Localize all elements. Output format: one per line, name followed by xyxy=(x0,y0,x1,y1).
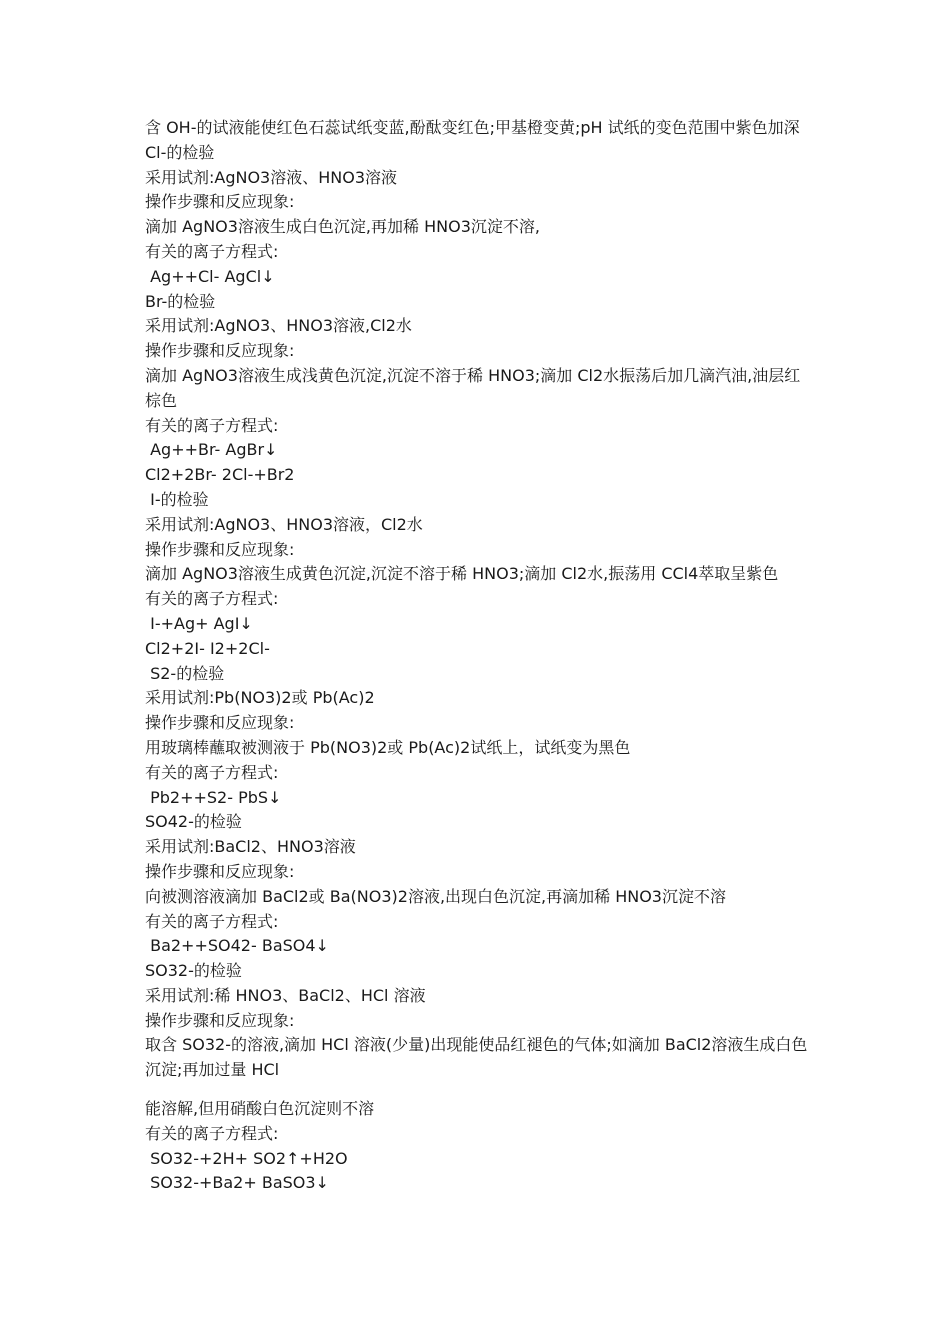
document-body xyxy=(145,116,810,1196)
text-line: 有关的离子方程式: xyxy=(145,241,279,261)
text-line: 采用试剂:Pb(NO3)2或 Pb(Ac)2 xyxy=(145,688,375,708)
text-line: 采用试剂:稀 HNO3、BaCl2、HCl 溶液 xyxy=(145,985,426,1005)
text-line: 有关的离子方程式: xyxy=(145,1123,279,1143)
text-line: Cl2+2Br- 2Cl-+Br2 xyxy=(145,465,295,485)
text-line: SO32-+Ba2+ BaSO3↓ xyxy=(145,1173,329,1193)
text-line: 操作步骤和反应现象: xyxy=(145,713,295,733)
text-line: 有关的离子方程式: xyxy=(145,415,279,435)
text-line: 滴加 AgNO3溶液生成浅黄色沉淀,沉淀不溶于稀 HNO3;滴加 Cl2水振荡后加几滴汽油,油层红棕色 xyxy=(145,365,801,410)
text-line: 有关的离子方程式: xyxy=(145,762,279,782)
paragraph-gap xyxy=(145,1083,810,1097)
text-line: 能溶解,但用硝酸白色沉淀则不溶 xyxy=(145,1099,375,1119)
text-line: S2-的检验 xyxy=(145,663,225,683)
text-line: 采用试剂:BaCl2、HNO3溶液 xyxy=(145,837,356,857)
text-line: Ag++Cl- AgCl↓ xyxy=(145,266,275,286)
text-line: SO32-+2H+ SO2↑+H2O xyxy=(145,1148,348,1168)
text-line: 含 OH-的试液能使红色石蕊试纸变蓝,酚酞变红色;甲基橙变黄;pH 试纸的变色范围中紫色加深 xyxy=(145,118,800,137)
text-line: I-+Ag+ AgI↓ xyxy=(145,613,253,633)
text-line: 操作步骤和反应现象: xyxy=(145,861,295,881)
text-line: Cl-的检验 xyxy=(145,142,215,162)
text-line: Pb2++S2- PbS↓ xyxy=(145,787,282,807)
text-line: 有关的离子方程式: xyxy=(145,589,279,609)
text-line: 取含 SO32-的溶液,滴加 HCl 溶液(少量)出现能使品红褪色的气体;如滴加 BaCl2溶液生成白色沉淀;再加过量 HCl xyxy=(145,1035,808,1080)
text-line: 操作步骤和反应现象: xyxy=(145,1010,295,1030)
text-line: 用玻璃棒蘸取被测液于 Pb(NO3)2或 Pb(Ac)2试纸上，试纸变为黑色 xyxy=(145,737,631,757)
text-line: Cl2+2I- I2+2Cl- xyxy=(145,638,270,658)
text-line: 操作步骤和反应现象: xyxy=(145,341,295,361)
text-line: SO32-的检验 xyxy=(145,961,242,981)
text-line: 操作步骤和反应现象: xyxy=(145,539,295,559)
text-line: I-的检验 xyxy=(145,489,209,509)
text-line: 向被测溶液滴加 BaCl2或 Ba(NO3)2溶液,出现白色沉淀,再滴加稀 HNO3沉淀不溶 xyxy=(145,886,726,906)
text-line: Ag++Br- AgBr↓ xyxy=(145,440,278,460)
text-line: 采用试剂:AgNO3、HNO3溶液,Cl2水 xyxy=(145,316,412,336)
text-line: Ba2++SO42- BaSO4↓ xyxy=(145,936,329,956)
text-line: 采用试剂:AgNO3溶液、HNO3溶液 xyxy=(145,167,398,187)
text-line: 采用试剂:AgNO3、HNO3溶液，Cl2水 xyxy=(145,514,423,534)
text-line: SO42-的检验 xyxy=(145,812,242,832)
text-line: 滴加 AgNO3溶液生成白色沉淀,再加稀 HNO3沉淀不溶, xyxy=(145,217,540,237)
text-line: 有关的离子方程式: xyxy=(145,911,279,931)
text-line: Br-的检验 xyxy=(145,291,216,311)
text-line: 滴加 AgNO3溶液生成黄色沉淀,沉淀不溶于稀 HNO3;滴加 Cl2水,振荡用 CCl4萃取呈紫色 xyxy=(145,564,779,584)
text-line: 操作步骤和反应现象: xyxy=(145,192,295,212)
